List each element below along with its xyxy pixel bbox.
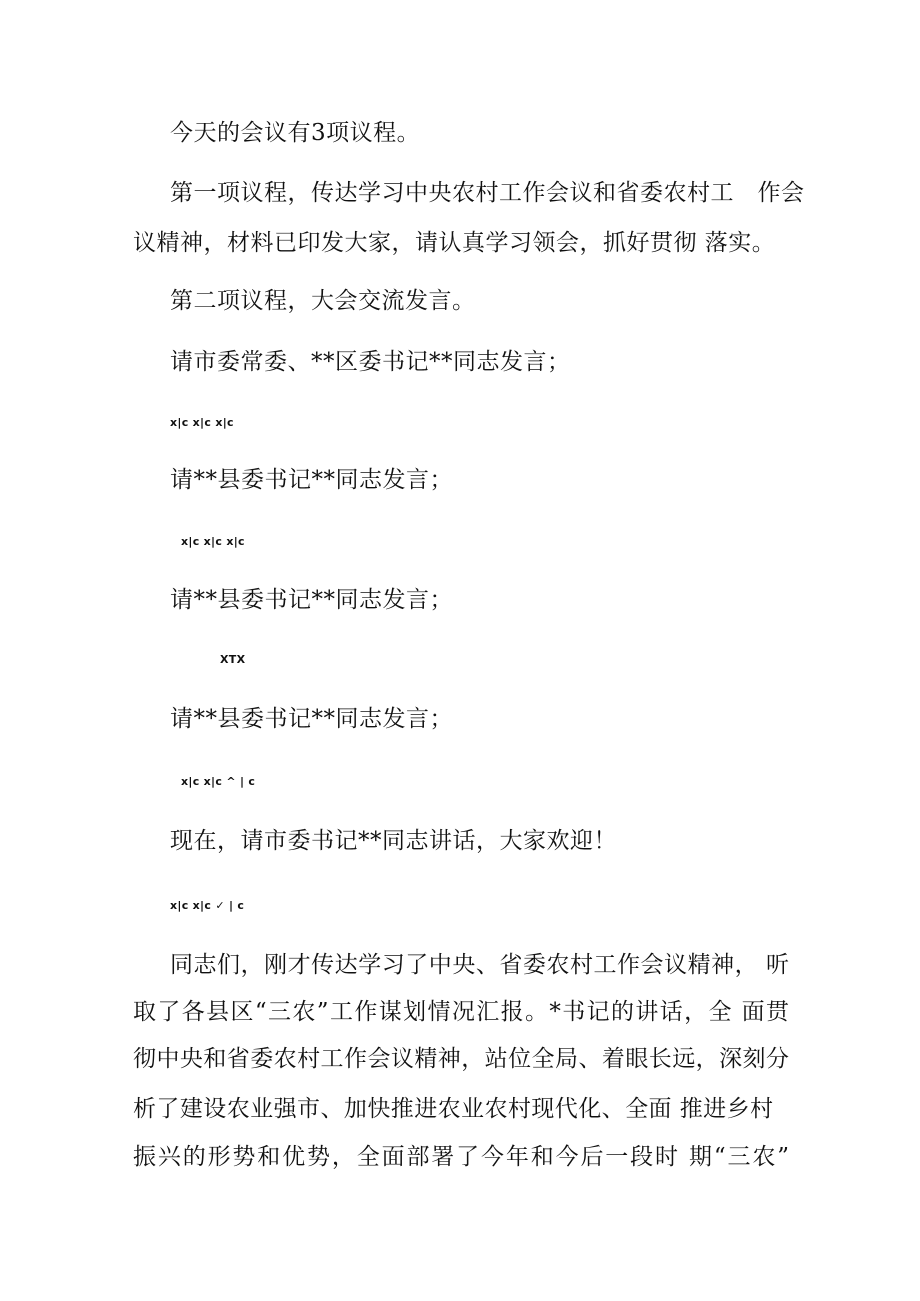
agenda-intro: 今天的会议有3项议程。 (170, 120, 421, 146)
summary-line-4: 析了建设农业强市、加快推进农业农村现代化、全面 推进乡村 (133, 1096, 773, 1122)
handwritten-mark-5: x|c x|c ✓ | c (170, 899, 245, 912)
handwritten-mark-1: x|c x|c x|c (170, 416, 234, 429)
handwritten-mark-2: x|c x|c x|c (181, 535, 245, 548)
summary-line-5: 振兴的形势和优势，全面部署了今年和今后一段时 期“三农” (133, 1144, 789, 1170)
keynote-intro: 现在，请市委书记**同志讲话，大家欢迎！ (170, 828, 617, 854)
agenda-item-2: 第二项议程，大会交流发言。 (170, 288, 476, 314)
summary-line-1: 同志们，刚才传达学习了中央、省委农村工作会议精神， 听 (170, 952, 789, 978)
agenda-item-1-line-2: 议精神，材料已印发大家，请认真学习领会，抓好贯彻 落实。 (133, 230, 776, 256)
speaker-3-intro: 请**县委书记**同志发言； (170, 587, 453, 613)
speaker-2-intro: 请**县委书记**同志发言； (170, 467, 453, 493)
agenda-item-1-line-1: 第一项议程，传达学习中央农村工作会议和省委农村工 作会 (170, 180, 805, 206)
summary-line-3: 彻中央和省委农村工作会议精神，站位全局、着眼长远，深刻分 (133, 1046, 789, 1072)
speaker-4-intro: 请**县委书记**同志发言； (170, 706, 453, 732)
handwritten-mark-3: XTX (220, 653, 246, 666)
speaker-1-intro: 请市委常委、**区委书记**同志发言； (170, 349, 571, 375)
summary-line-2: 取了各县区“三农”工作谋划情况汇报。*书记的讲话，全 面贯 (133, 999, 789, 1025)
handwritten-mark-4: x|c x|c ^ | c (181, 775, 256, 788)
